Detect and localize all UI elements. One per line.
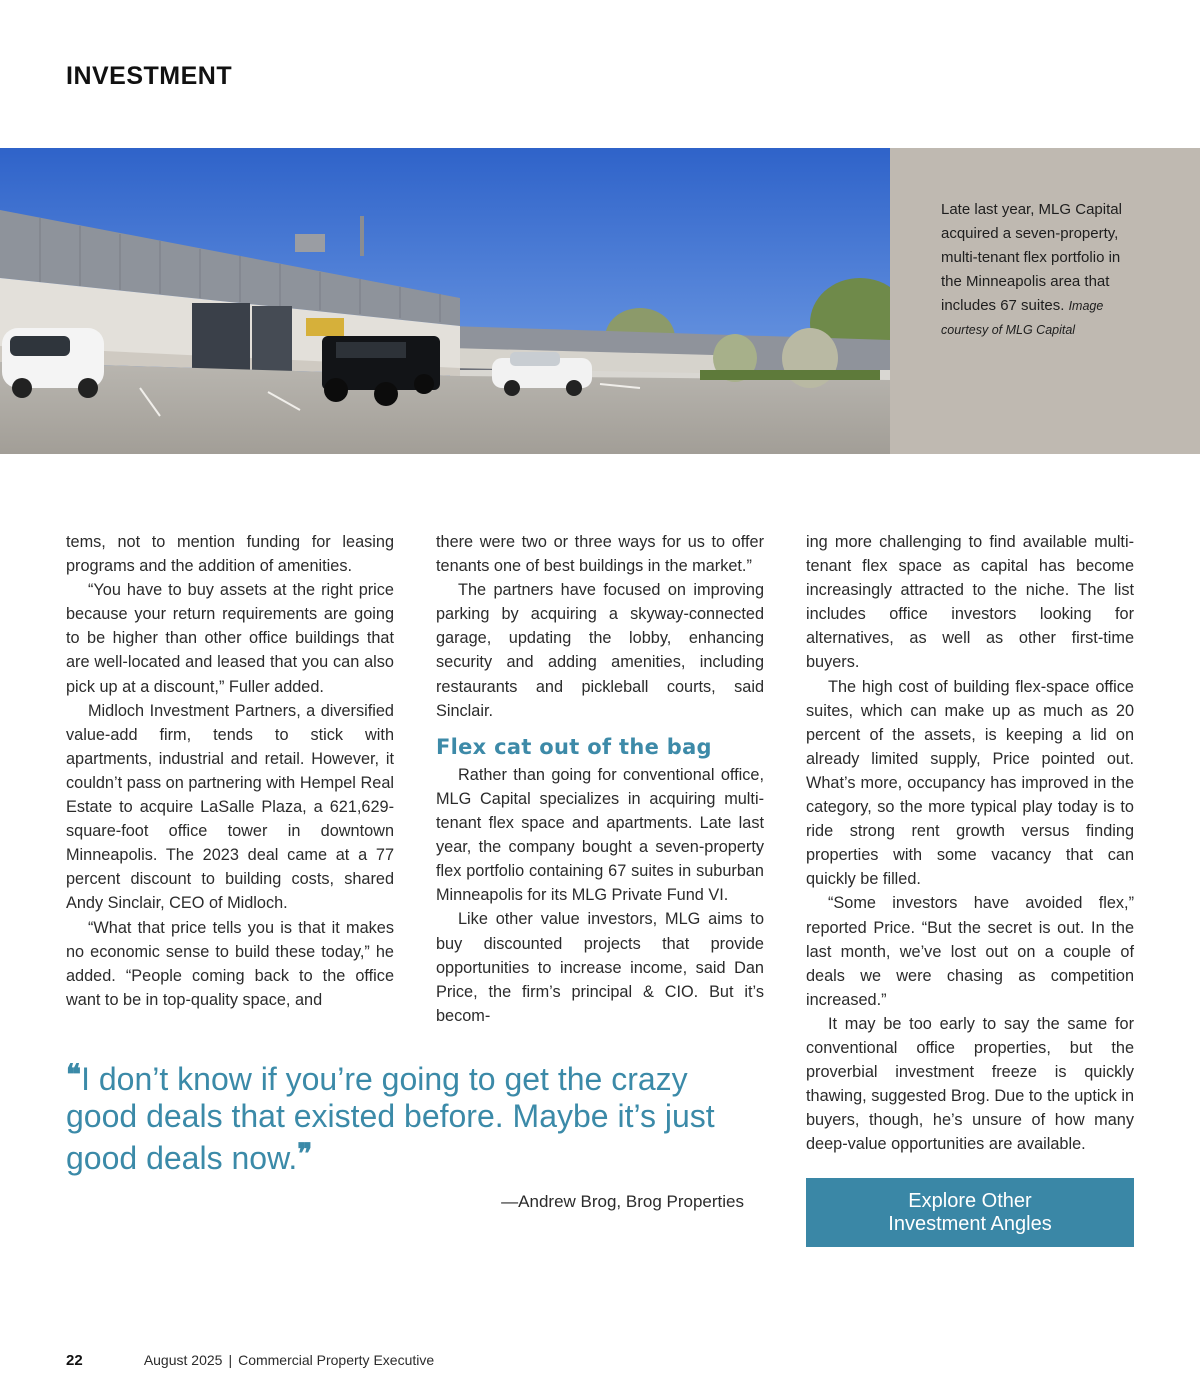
article-column-3 [806,530,1134,1156]
paragraph: The high cost of building flex-space office suites, which can make up as much as 20 percent of the assets, is keeping a lid on already limited supply, Price pointed out. What’s more, occupancy has improved in the category, so the more typical play today is to ride strong rent growth versus finding properties with some vacancy that can quickly be filled. [806,677,1134,889]
cta-line-1: Explore Other [908,1189,1032,1212]
paragraph: there were two or three ways for us to offer tenants one of best buildings in the market.” [436,533,764,576]
article-column-1 [66,530,394,1012]
issue-date: August 2025 [143,1352,223,1368]
pull-quote [66,1056,766,1177]
flex-buildings-photo [0,148,890,454]
paragraph: It may be too early to say the same for conventional office properties, but the proverbial investment freeze is quickly thawing, suggested Brog. Due to the uptick in buyers, though, he’s unsure of how many deep-value opportunities are available. [806,1014,1134,1154]
pull-quote-text: I don’t know if you’re going to get the crazy good deals that existed before. Maybe it’s just good deals now. [66,1061,715,1176]
page-number: 22 [66,1352,83,1369]
subheading: Flex cat out of the bag [436,734,712,759]
article-column-2 [436,530,764,1028]
quote-attribution: —Andrew Brog, Brog Properties [501,1192,744,1211]
photo-credit: Image courtesy of MLG Capital [941,299,1104,337]
paragraph: Midloch Investment Partners, a diversified value-add firm, tends to stick with apartments, industrial and retail. However, it couldn’t pass on partnering with Hempel Real Estate to acquire LaSalle Plaza, a 621,629-square-foot office tower in downtown Minneapolis. The 2023 deal came at a 77 percent discount to building costs, shared Andy Sinclair, CEO of Midloch. [66,701,394,913]
photo-caption-box [890,148,1200,454]
paragraph: tems, not to mention funding for leasing programs and the addition of amenities. [66,533,394,576]
paragraph: Rather than going for conventional office, MLG Capital specializes in acquiring multi-tenant flex space and apartments. Late last year, the company bought a seven-property flex portfolio containing 67 suites in suburban Minneapolis for its MLG Private Fund VI. [436,765,764,905]
footer-separator: | [228,1352,233,1368]
paragraph: “What that price tells you is that it makes no economic sense to build these today,” he added. “People coming back to the office want to be in top-quality space, and [66,918,394,1009]
paragraph: The partners have focused on improving parking by acquiring a skyway-connected garage, updating the lobby, enhancing security and adding amenities, including restaurants and pickleball courts, said Sinclair. [436,581,764,720]
hero-photo [0,148,890,454]
paragraph: “You have to buy assets at the right price because your return requirements are going to be higher than other office buildings that are well-located and leased that you can also pick up at a discount,” Fuller added. [66,581,394,696]
explore-investment-angles-button[interactable] [806,1178,1134,1247]
section-title: INVESTMENT [66,62,233,90]
paragraph: “Some investors have avoided flex,” reported Price. “But the secret is out. In the last month, we’ve lost out on a couple of deals we were chasing as competition increased.” [806,894,1134,1009]
page-footer [66,1352,434,1369]
photo-caption-text: Late last year, MLG Capital acquired a seven-property, multi-tenant flex portfolio in the Minneapolis area that includes 67 suites. [941,201,1122,314]
open-quote-icon: ❝ [66,1058,82,1091]
photo-caption [941,198,1141,342]
cta-line-2: Investment Angles [888,1212,1052,1235]
publication-name: Commercial Property Executive [238,1352,435,1368]
paragraph: Like other value investors, MLG aims to buy discounted projects that provide opportunities to increase income, said Dan Price, the firm’s principal & CIO. But it’s becom- [436,910,764,1025]
close-quote-icon: ❞ [297,1137,313,1170]
paragraph: ing more challenging to find available multi-tenant flex space as capital has become increasingly attracted to the niche. The list includes office investors looking for alternatives, as well as other first-time buyers. [806,533,1134,672]
